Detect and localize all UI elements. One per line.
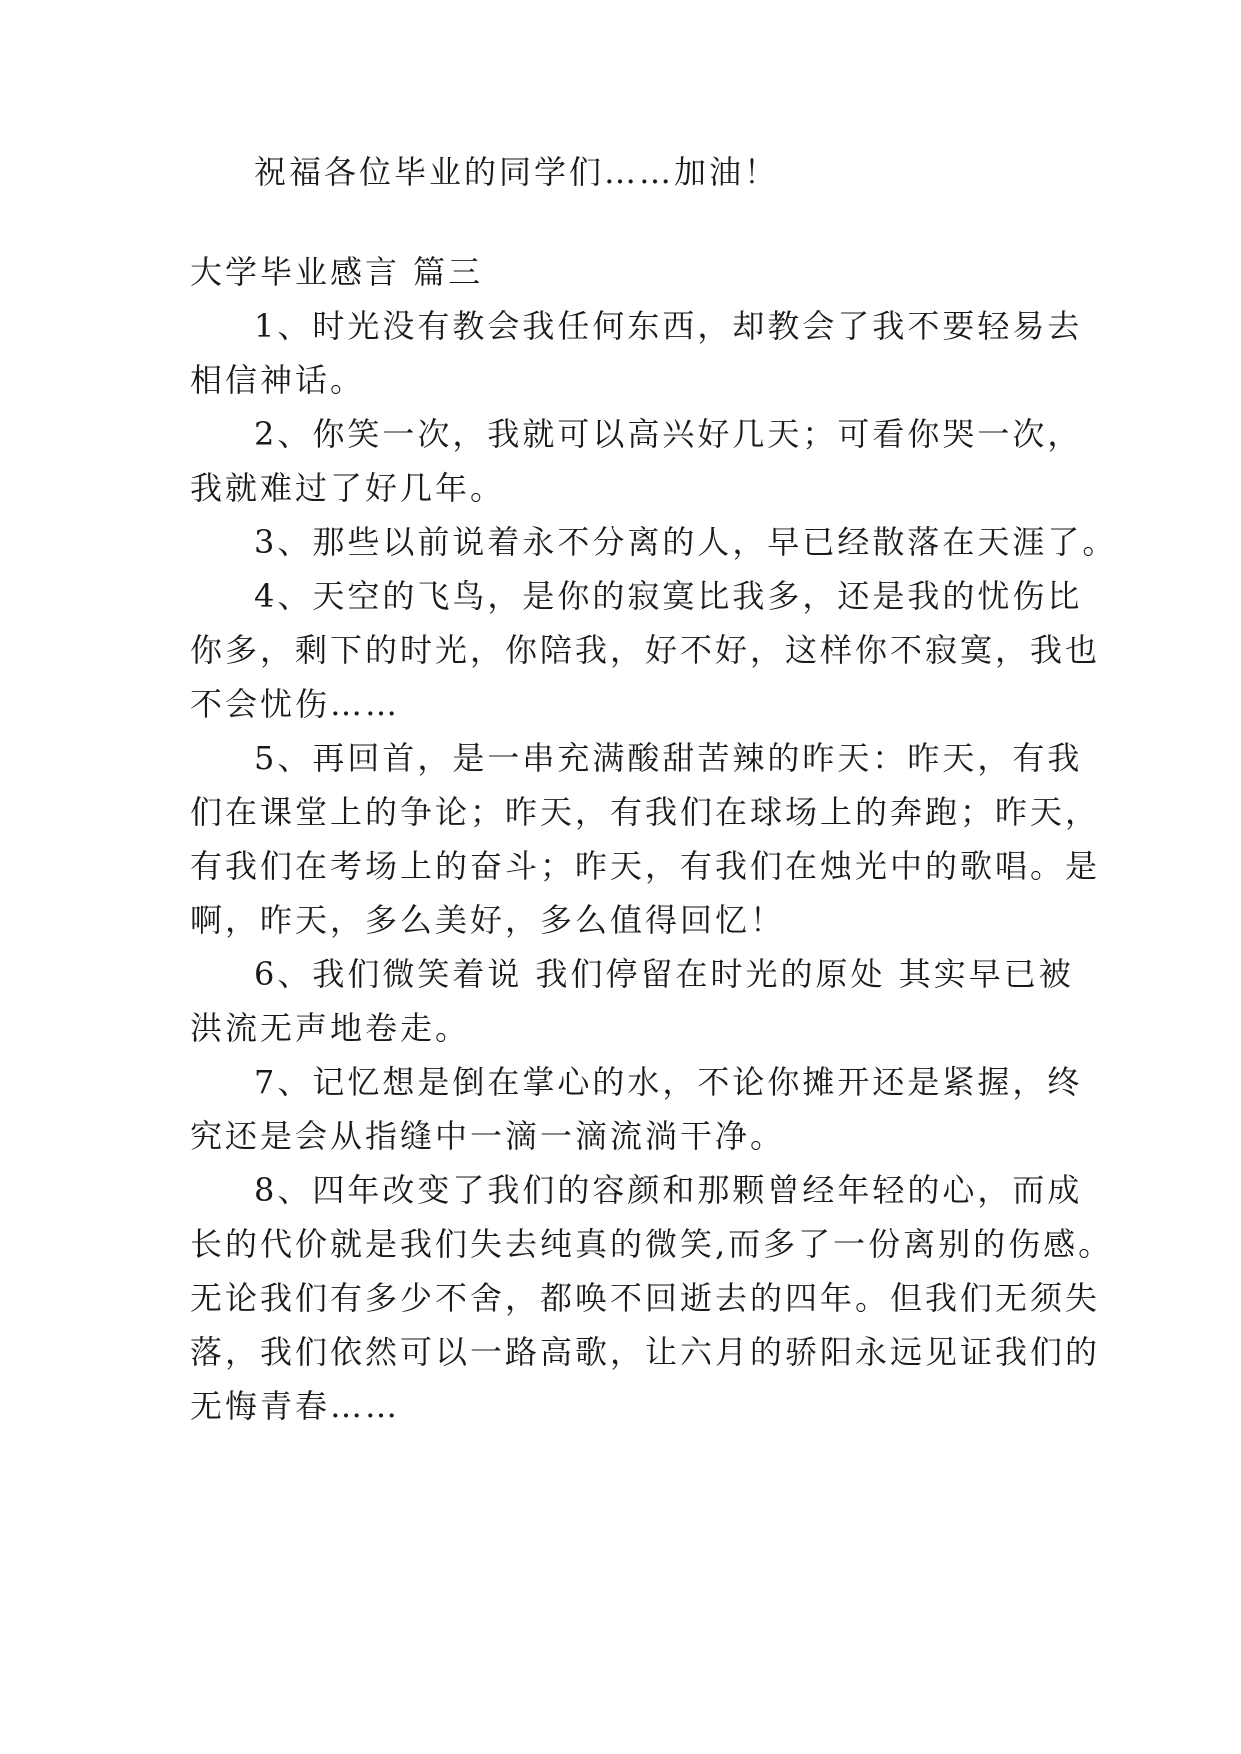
paragraph-7-line-2: 究还是会从指缝中一滴一滴流淌干净。 xyxy=(190,1117,786,1155)
paragraph-5-line-2: 们在课堂上的争论；昨天，有我们在球场上的奔跑；昨天， xyxy=(190,793,1101,831)
paragraph-2-line-1: 2、你笑一次，我就可以高兴好几天；可看你哭一次， xyxy=(254,415,1083,453)
paragraph-1-line-2: 相信神话。 xyxy=(190,361,366,399)
paragraph-2-line-2: 我就难过了好几年。 xyxy=(190,469,506,507)
document-page xyxy=(190,0,1118,1754)
paragraph-8-line-5: 无悔青春…… xyxy=(190,1387,401,1425)
paragraph-8-line-1: 8、四年改变了我们的容颜和那颗曾经年轻的心，而成 xyxy=(254,1171,1083,1209)
closing-blessing: 祝福各位毕业的同学们……加油！ xyxy=(254,153,780,191)
paragraph-8-line-4: 落，我们依然可以一路高歌，让六月的骄阳永远见证我们的 xyxy=(190,1333,1101,1371)
paragraph-4-line-2: 你多，剩下的时光，你陪我，好不好，这样你不寂寞，我也 xyxy=(190,631,1101,669)
paragraph-1-line-1: 1、时光没有教会我任何东西，却教会了我不要轻易去 xyxy=(254,307,1083,345)
paragraph-8-line-3: 无论我们有多少不舍，都唤不回逝去的四年。但我们无须失 xyxy=(190,1279,1101,1317)
paragraph-5-line-1: 5、再回首，是一串充满酸甜苦辣的昨天：昨天，有我 xyxy=(254,739,1083,777)
paragraph-7-line-1: 7、记忆想是倒在掌心的水，不论你摊开还是紧握，终 xyxy=(254,1063,1083,1101)
paragraph-5-line-3: 有我们在考场上的奋斗；昨天，有我们在烛光中的歌唱。是 xyxy=(190,847,1101,885)
paragraph-5-line-4: 啊，昨天，多么美好，多么值得回忆！ xyxy=(190,901,786,939)
section-heading: 大学毕业感言 篇三 xyxy=(190,253,484,291)
paragraph-4-line-3: 不会忧伤…… xyxy=(190,685,401,723)
paragraph-6-line-2: 洪流无声地卷走。 xyxy=(190,1009,471,1047)
paragraph-3-line-1: 3、那些以前说着永不分离的人，早已经散落在天涯了。 xyxy=(254,523,1118,561)
paragraph-6-line-1: 6、我们微笑着说 我们停留在时光的原处 其实早已被 xyxy=(254,955,1074,993)
paragraph-4-line-1: 4、天空的飞鸟，是你的寂寞比我多，还是我的忧伤比 xyxy=(254,577,1083,615)
paragraph-8-line-2: 长的代价就是我们失去纯真的微笑,而多了一份离别的伤感。 xyxy=(190,1225,1114,1263)
